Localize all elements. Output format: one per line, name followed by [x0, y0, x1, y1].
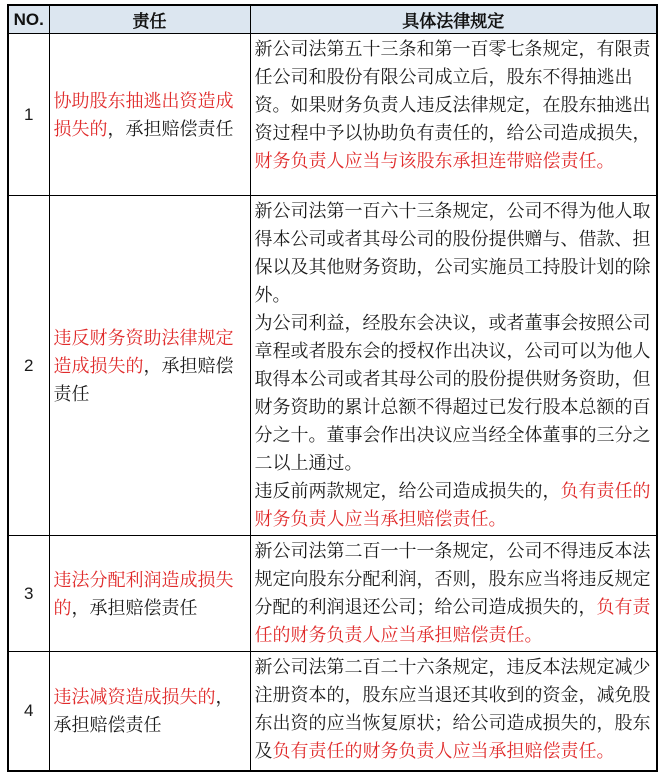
law-paragraph [255, 477, 653, 533]
duty-cell [49, 536, 250, 652]
row-number-cell: 1 [8, 34, 49, 196]
law-paragraph [255, 35, 653, 175]
highlighted-text: 违反财务资助法律规定造成损失的 [53, 327, 234, 376]
law-provision-cell [250, 536, 657, 652]
body-text: 新公司法第一百六十三条规定，公司不得为他人取得本公司或者其母公司的股份提供赠与、借款、担保以及其他财务资助，公司实施员工持股计划的除外。 [254, 201, 651, 305]
law-paragraph [255, 197, 653, 309]
body-text: 新公司法第五十三条和第一百零七条规定，有限责任公司和股份有限公司成立后，股东不得抽逃出资。如果财务负责人违反法律规定，在股东抽逃出资过程中予以协助负有责任的，给公司造成损失， [254, 39, 651, 143]
body-text: 为公司利益，经股东会决议，或者董事会按照公司章程或者股东会的授权作出决议，公司可以为他人取得本公司或者其母公司的股份提供财务资助，但财务资助的累计总额不得超过已发行股本总额的百分之十。董事会作出决议应当经全体董事的三分之二以上通过。 [254, 313, 651, 473]
table-row [8, 652, 657, 771]
law-paragraph [255, 309, 653, 477]
law-provision-cell [250, 34, 657, 196]
col-header-no: NO. [8, 5, 49, 34]
highlighted-text: 协助股东抽逃出资造成损失的 [53, 90, 234, 139]
body-text: ，承担赔偿责任 [53, 355, 234, 404]
table-body [8, 34, 657, 771]
highlighted-text: 负有责任的财务负责人应当承担赔偿责任。 [254, 481, 651, 529]
body-text: ，承担赔偿责任 [53, 686, 234, 735]
col-header-duty: 责任 [49, 5, 250, 34]
body-text: 新公司法第二百二十六条规定，违反本法规定减少注册资本的，股东应当退还其收到的资金，减免股东出资的应当恢复原状；给公司造成损失的，股东及 [254, 657, 651, 761]
row-number-cell: 3 [8, 536, 49, 652]
table-row [8, 536, 657, 652]
highlighted-text: 违法分配利润造成损失的 [53, 569, 234, 618]
law-paragraph [255, 653, 653, 765]
law-paragraph [255, 537, 653, 649]
table-row [8, 34, 657, 196]
col-header-law: 具体法律规定 [250, 5, 657, 34]
duty-cell [49, 34, 250, 196]
table-header-row [8, 5, 657, 34]
body-text: ，承担赔偿责任 [71, 597, 198, 618]
duty-cell [49, 652, 250, 771]
highlighted-text: 负有责任的财务负责人应当承担赔偿责任。 [254, 597, 651, 645]
body-text: ，承担赔偿责任 [107, 118, 234, 139]
row-number-cell: 4 [8, 652, 49, 771]
highlighted-text: 财务负责人应当与该股东承担连带赔偿责任。 [254, 151, 615, 171]
liability-table [7, 4, 658, 772]
law-provision-cell [250, 652, 657, 771]
highlighted-text: 违法减资造成损失的 [53, 686, 216, 707]
law-provision-cell [250, 196, 657, 536]
duty-cell [49, 196, 250, 536]
body-text: 违反前两款规定，给公司造成损失的， [254, 481, 561, 501]
highlighted-text: 负有责任的财务负责人应当承担赔偿责任。 [272, 741, 615, 761]
table-row [8, 196, 657, 536]
row-number-cell: 2 [8, 196, 49, 536]
body-text: 新公司法第二百一十一条规定，公司不得违反本法规定向股东分配利润，否则，股东应当将违反规定分配的利润退还公司；给公司造成损失的， [254, 541, 651, 617]
